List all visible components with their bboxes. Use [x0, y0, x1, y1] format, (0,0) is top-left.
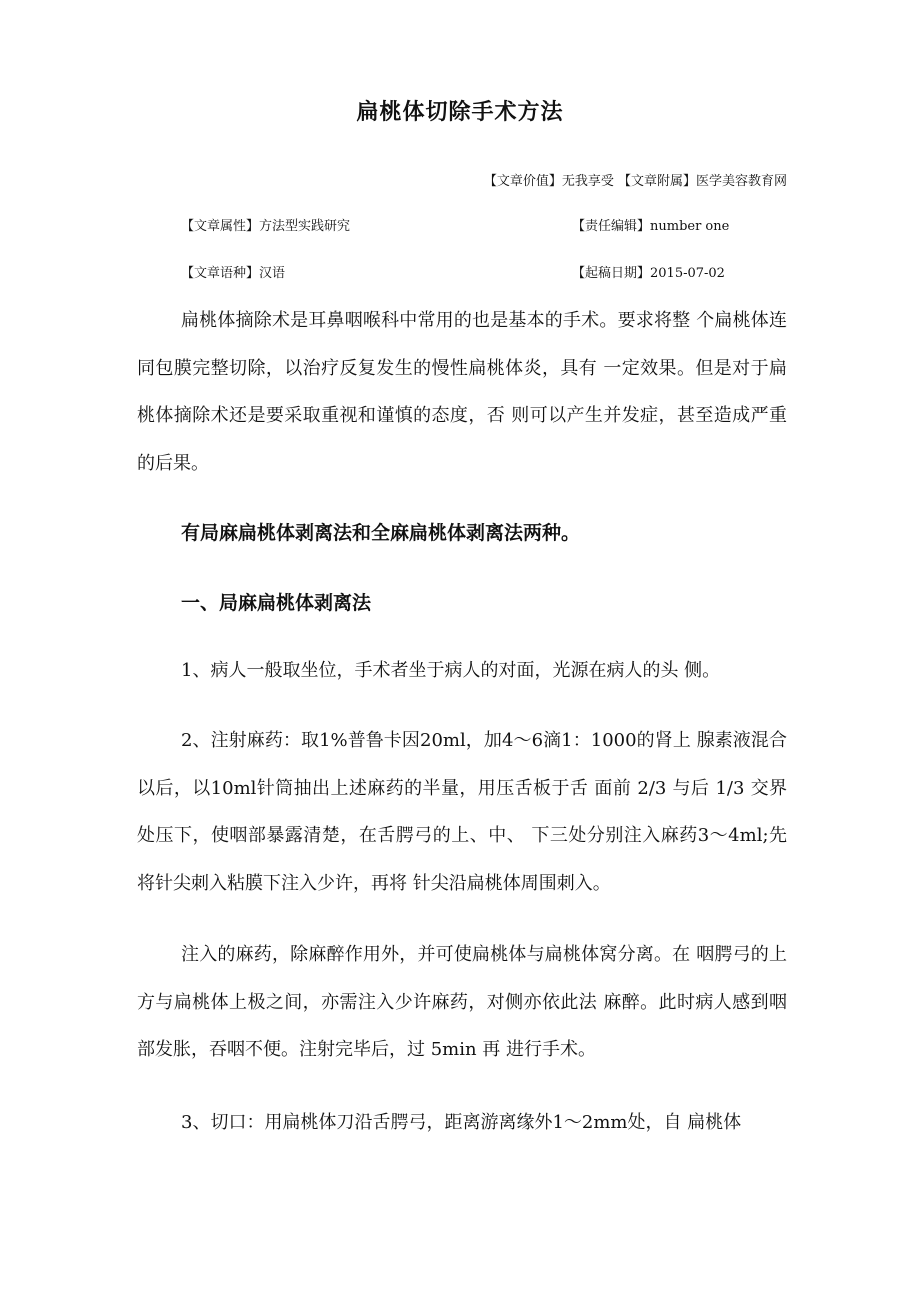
meta-language: 【文章语种】汉语: [181, 266, 286, 281]
methods-heading: 有局麻扁桃体剥离法和全麻扁桃体剥离法两种。: [181, 522, 581, 544]
meta-value-line: 【文章价值】无我享受 【文章附属】医学美容教育网: [483, 174, 787, 189]
meta-attribute: 【文章属性】方法型实践研究: [181, 219, 351, 234]
meta-editor: 【责任编辑】number one: [572, 219, 730, 234]
step-2-continued-paragraph: 注入的麻药，除麻醉作用外，并可使扁桃体与扁桃体窝分离。在 咽腭弓的上方与扁桃体上极之间，亦需注入少许麻药，对侧亦依此法 麻醉。此时病人感到咽部发胀，吞咽不便。注射完毕后，过 5min 再 进行手术。: [137, 944, 787, 1060]
step-1-paragraph: 1、病人一般取坐位，手术者坐于病人的对面，光源在病人的头 侧。: [181, 660, 721, 681]
document-title: 扁桃体切除手术方法: [356, 100, 564, 125]
meta-draft-date: 【起稿日期】2015-07-02: [572, 266, 725, 281]
intro-paragraph: 扁桃体摘除术是耳鼻咽喉科中常用的也是基本的手术。要求将整 个扁桃体连同包膜完整切除，以治疗反复发生的慢性扁桃体炎，具有 一定效果。但是对于扁桃体摘除术还是要采取重视和谨慎的态度，否 则可以产生并发症，甚至造成严重的后果。: [137, 310, 787, 474]
local-anesthesia-heading: 一、局麻扁桃体剥离法: [181, 592, 372, 614]
step-2-paragraph: 2、注射麻药：取1%普鲁卡因20ml，加4～6滴1：1000的肾上 腺素液混合以后，以10ml针筒抽出上述麻药的半量，用压舌板于舌 面前 2/3 与后 1/3 交界处压下，使咽部暴露清楚，在舌腭弓的上、中、 下三处分别注入麻药3～4ml;先将针尖刺入粘膜下注入少许，再将 针尖沿扁桃体周围刺入。: [137, 730, 787, 894]
step-3-paragraph: 3、切口：用扁桃体刀沿舌腭弓，距离游离缘外1～2mm处，自 扁桃体: [181, 1112, 742, 1133]
